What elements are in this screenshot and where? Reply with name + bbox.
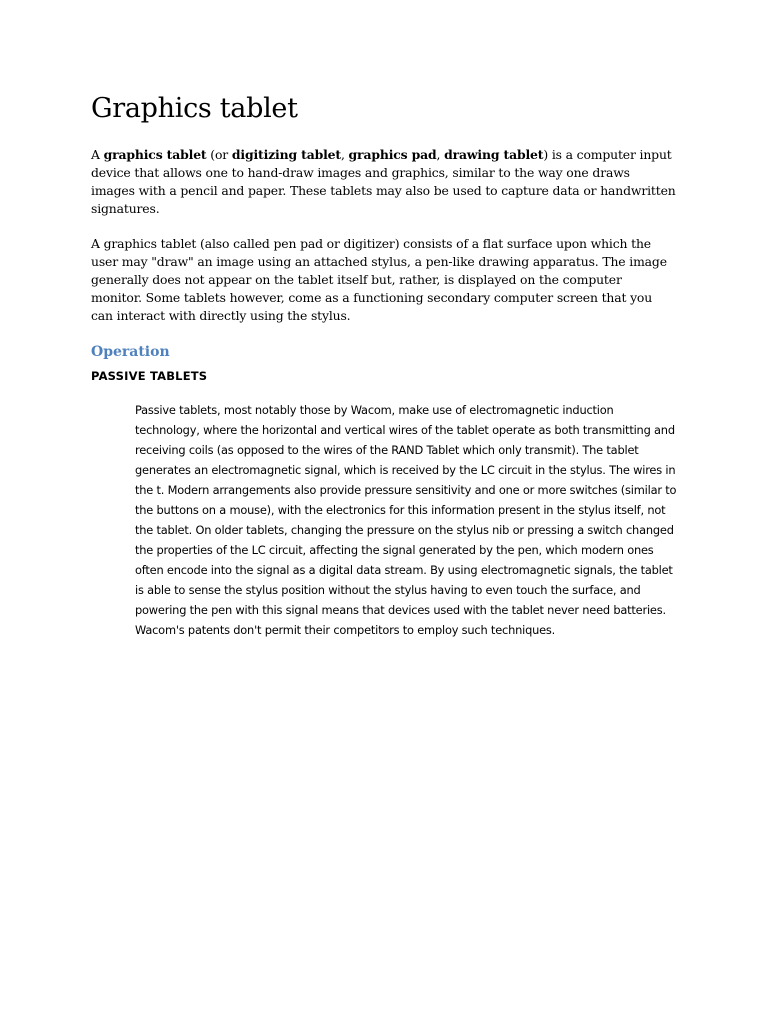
- intro-text-1: A: [91, 146, 104, 162]
- term-graphics-tablet: graphics tablet: [103, 146, 207, 162]
- intro-text-2: (or: [206, 146, 232, 162]
- intro-paragraph: [91, 146, 676, 218]
- intro-text-5: ) is a computer input device that allows one to hand-draw images and graphics, similar to the way one draws images with a pencil and paper. These tablets may also be used to capture data or handwritten signatures.: [91, 146, 676, 216]
- intro-text-3: ,: [340, 146, 349, 162]
- section-heading-operation: Operation: [91, 343, 170, 360]
- term-drawing-tablet: drawing tablet: [444, 146, 544, 162]
- subheading-passive-tablets: PASSIVE TABLETS: [91, 368, 208, 383]
- description-paragraph: A graphics tablet (also called pen pad or digitizer) consists of a flat surface upon which the user may "draw" an image using an attached stylus, a pen-like drawing apparatus. The image generally does not appear on the tablet itself but, rather, is displayed on the computer monitor. Some tablets however, come as a functioning secondary computer screen that you can interact with directly using the stylus.: [91, 235, 667, 323]
- term-digitizing-tablet: digitizing tablet: [231, 146, 341, 162]
- intro-text-4: ,: [436, 146, 445, 162]
- document-title: Graphics tablet: [91, 93, 298, 124]
- term-graphics-pad: graphics pad: [348, 146, 437, 162]
- passive-tablets-paragraph: Passive tablets, most notably those by Wacom, make use of electromagnetic induction technology, where the horizontal and vertical wires of the tablet operate as both transmitting and receiving coils (as opposed to the wires of the RAND Tablet which only transmit). The tablet generates an electromagnetic signal, which is received by the LC circuit in the stylus. The wires in the t. Modern arrangements also provide pressure sensitivity and one or more switches (similar to the buttons on a mouse), with the electronics for this information present in the stylus itself, not the tablet. On older tablets, changing the pressure on the stylus nib or pressing a switch changed the properties of the LC circuit, affecting the signal generated by the pen, which modern ones often encode into the signal as a digital data stream. By using electromagnetic signals, the tablet is able to sense the stylus position without the stylus having to even touch the surface, and powering the pen with this signal means that devices used with the tablet never need batteries. Wacom's patents don't permit their competitors to employ such techniques.: [135, 402, 677, 637]
